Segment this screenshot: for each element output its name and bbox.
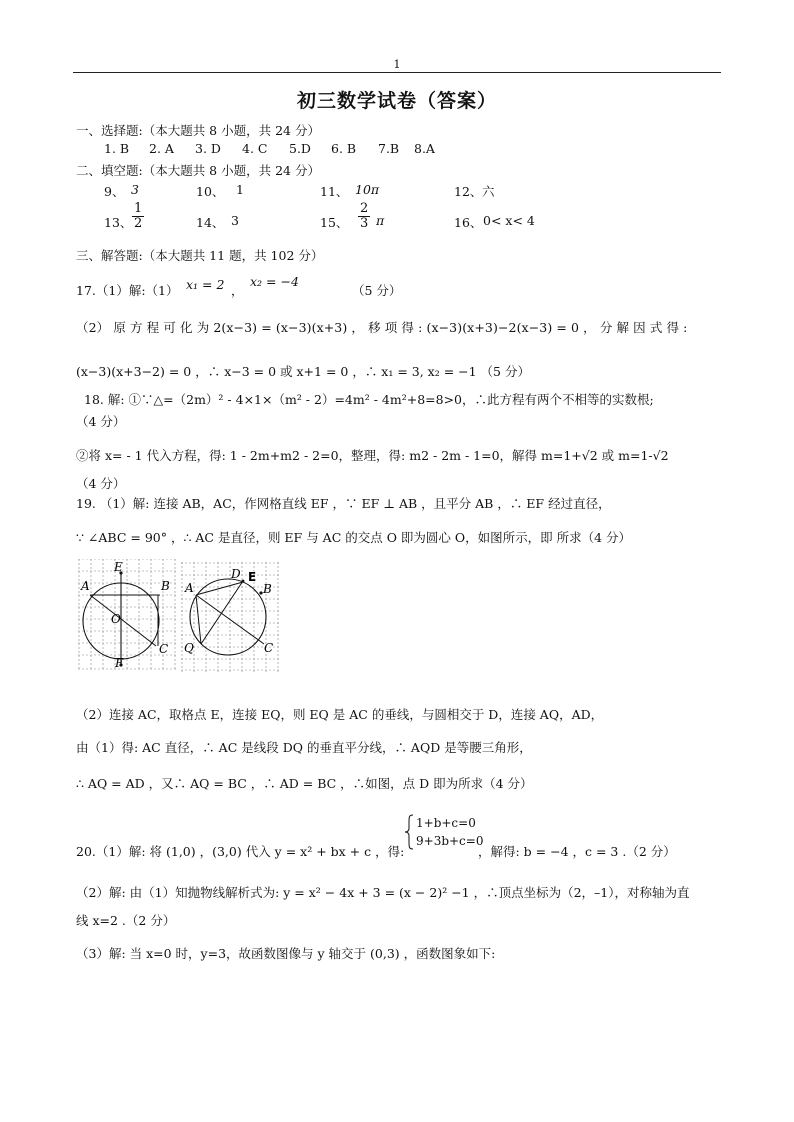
q20-line1: 20.（1）解: 将 (1,0) ，(3,0) 代入 y = x² + bx + c ，得:	[76, 844, 405, 859]
figure-2	[181, 562, 279, 675]
section1-heading: 一、选择题:（本大题共 8 小题，共 24 分）	[76, 123, 320, 138]
label-q: Q	[184, 641, 194, 655]
q19-line3: （2）连接 AC，取格点 E，连接 EQ，则 EQ 是 AC 的垂线，与圆相交于 D，连接 AQ，AD，	[76, 707, 604, 722]
q19-line4: 由（1）得: AC 直径，∴ AC 是线段 DQ 的垂直平分线，∴ AQD 是等腰三角形，	[76, 740, 532, 755]
q11-label: 11、	[320, 184, 349, 199]
header-rule	[73, 72, 721, 73]
q20-line3: 线 x=2 .（2 分）	[76, 913, 176, 928]
answer-2: 2. A	[149, 141, 174, 156]
q14-value: 3	[231, 213, 239, 228]
q17-x2: x₂ = −4	[250, 274, 299, 289]
q19-line5: ∴ AQ = AD ，又∴ AQ = BC ，∴ AD = BC ，∴如图，点 D 即为所求（4 分）	[76, 776, 533, 791]
q17-part2-line1: （2） 原 方 程 可 化 为 2(x−3) = (x−3)(x+3) ， 移 项 得 : (x−3)(x+3)−2(x−3) = 0 ， 分 解 因 式 得 :	[76, 320, 688, 335]
point-d	[242, 580, 245, 583]
section3-heading: 三、解答题:（本大题共 11 题，共 102 分）	[76, 248, 324, 263]
q20-line1-tail: ，解得: b = −4 ，c = 3 .（2 分）	[478, 844, 676, 859]
q13-label: 13、	[104, 215, 133, 230]
q14-label: 14、	[196, 215, 225, 230]
page-number: 1	[393, 58, 401, 71]
q15-fraction	[358, 202, 370, 230]
label-e: E	[114, 560, 123, 574]
label-c-2: C	[264, 641, 274, 655]
q16-label: 16、	[454, 215, 483, 230]
q13-numerator: 1	[134, 201, 143, 216]
q18-line1: 18. 解: ①∵△=（2m）² - 4×1×（m² - 2）=4m² - 4m²+8=8>0，∴此方程有两个不相等的实数根;	[84, 392, 654, 407]
segment-qd	[201, 581, 243, 644]
q15-suffix: π	[376, 213, 385, 228]
q13-fraction	[132, 202, 144, 230]
page-title: 初三数学试卷（答案）	[296, 90, 497, 112]
figure-1-svg	[78, 559, 176, 671]
answer-1: 1. B	[104, 141, 130, 156]
q9-value: 3	[131, 182, 139, 197]
label-d: D	[231, 567, 241, 581]
q19-line1: 19. （1）解: 连接 AB，AC，作网格直线 EF ，∵ EF ⊥ AB ，且平分 AB ，∴ EF 经过直径，	[76, 496, 611, 511]
q20-system	[404, 814, 483, 850]
q20-line2: （2）解: 由（1）知抛物线解析式为: y = x² − 4x + 3 = (x − 2)² −1 ，∴顶点坐标为（2，–1），对称轴为直	[76, 885, 690, 900]
q18-line2: （4 分）	[76, 414, 126, 429]
q16-value: 0< x< 4	[483, 213, 535, 228]
q17-part1-prefix: 17.（1）解:（1）	[76, 283, 179, 298]
q15-numerator: 2	[360, 201, 369, 216]
label-c: C	[159, 642, 169, 656]
answer-4: 4. C	[242, 141, 268, 156]
figure-2-grid	[181, 562, 279, 672]
q20-line4: （3）解: 当 x=0 时，y=3，故函数图像与 y 轴交于 (0,3) ，函数图象如下:	[76, 946, 496, 961]
brace-icon	[404, 814, 414, 850]
q18-line3: ②将 x= - 1 代入方程，得: 1 - 2m+m2 - 2=0，整理，得: m2 - 2m - 1=0，解得 m=1+√2 或 m=1-√2	[76, 448, 669, 463]
q11-value: 10π	[355, 182, 380, 197]
q10-value: 1	[236, 182, 244, 197]
q9-label: 9、	[104, 184, 125, 199]
q20-sys-line1: 1+b+c=0	[416, 816, 476, 830]
label-a: A	[81, 579, 90, 593]
answer-7: 7.B	[378, 141, 400, 156]
q12-label: 12、	[454, 184, 483, 199]
figure-1	[78, 559, 176, 674]
figure-2-svg	[181, 562, 279, 672]
q18-line4: （4 分）	[76, 476, 126, 491]
label-o: O	[111, 612, 121, 626]
segment-aq	[196, 595, 201, 644]
q17-x1: x₁ = 2	[186, 277, 225, 292]
label-b-2: B	[263, 582, 272, 596]
label-a-2: A	[185, 581, 194, 595]
q20-sys-line2: 9+3b+c=0	[416, 834, 484, 848]
q10-label: 10、	[196, 184, 225, 199]
q17-part2-line2: (x−3)(x+3−2) = 0 ，∴ x−3 = 0 或 x+1 = 0 ，∴ x₁ = 3, x₂ = −1 （5 分）	[76, 364, 530, 379]
q15-denominator: 3	[360, 215, 369, 231]
answer-5: 5.D	[289, 141, 311, 156]
section2-heading: 二、填空题:（本大题共 8 小题，共 24 分）	[76, 163, 320, 178]
label-b: B	[161, 579, 170, 593]
q17-sep: ，	[231, 283, 244, 298]
q15-label: 15、	[320, 215, 349, 230]
diameter-ac	[90, 595, 156, 646]
q12-value: 六	[482, 184, 495, 199]
label-e-2: E	[248, 570, 257, 584]
answer-6: 6. B	[331, 141, 357, 156]
q19-line2: ∵ ∠ABC = 90° ，∴ AC 是直径，则 EF 与 AC 的交点 O 即为圆心 O，如图所示，即 所求（4 分）	[76, 530, 632, 545]
label-f: F	[115, 656, 124, 670]
q17-part1-score: （5 分）	[352, 283, 402, 298]
answer-8: 8.A	[414, 141, 435, 156]
answer-3: 3. D	[195, 141, 221, 156]
q13-denominator: 2	[134, 215, 143, 231]
